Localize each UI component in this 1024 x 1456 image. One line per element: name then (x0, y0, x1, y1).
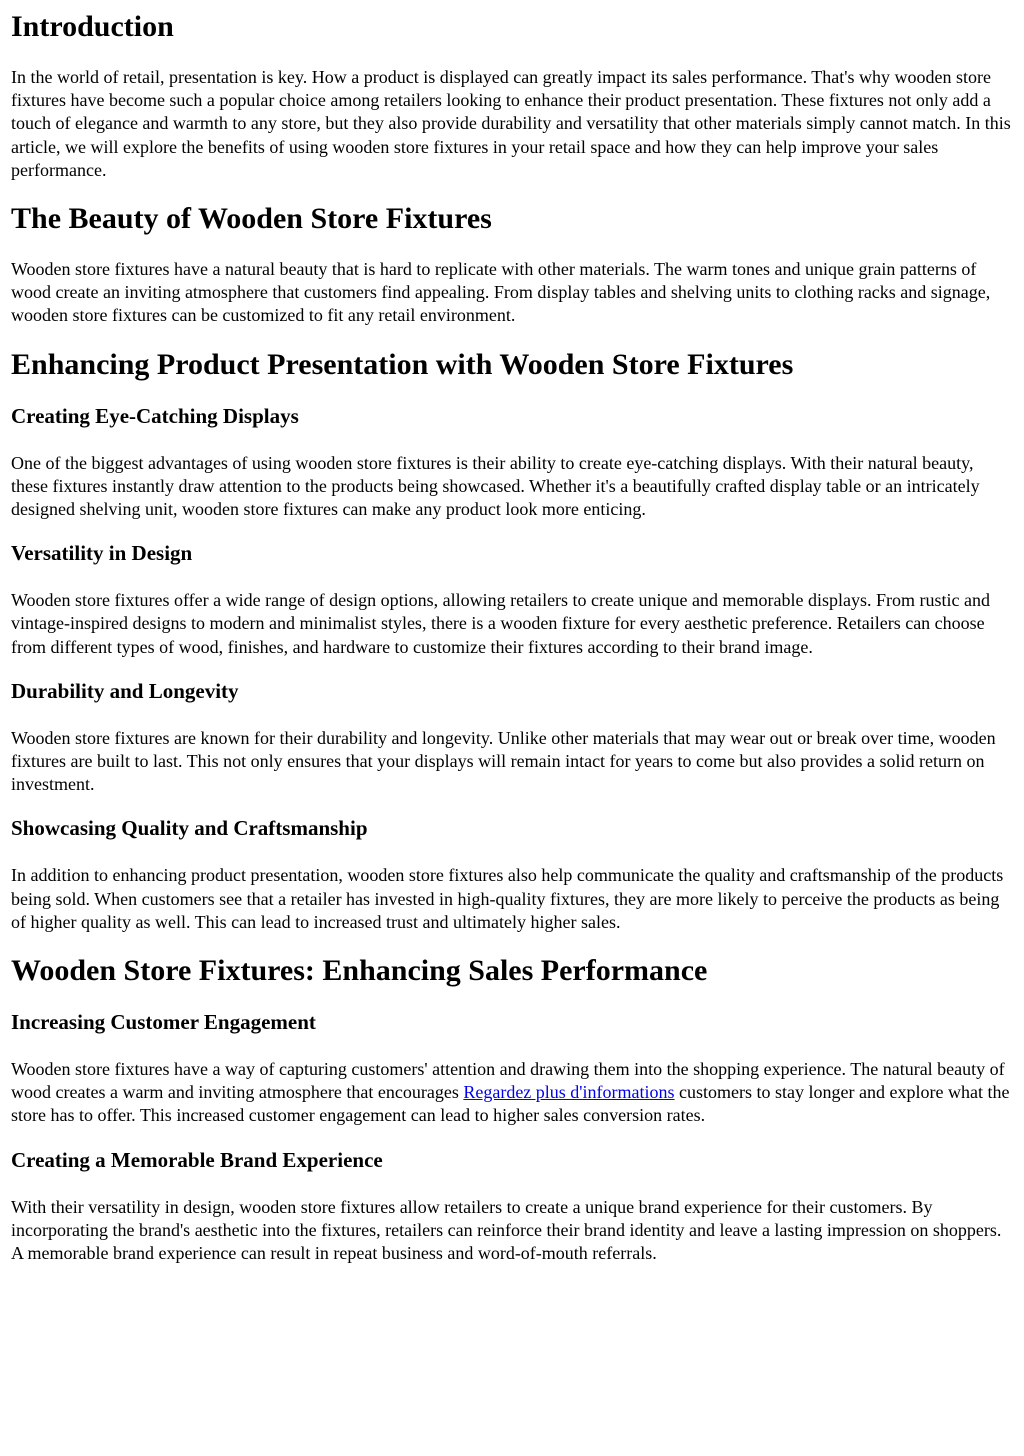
enhancing-heading: Enhancing Product Presentation with Wooden Store Fixtures (11, 347, 794, 381)
engagement-text-after: customers to stay longer and explore what the store has to offer. This increased customer engagement can lead to higher sales conversion rates. (11, 1082, 1010, 1126)
versatility-heading: Versatility in Design (11, 541, 193, 566)
versatility-paragraph: Wooden store fixtures offer a wide range of design options, allowing retailers to create unique and memorable displays. From rustic and vintage-inspired designs to modern and minimalist styles, there is a wooden fixture for every aesthetic preference. Retailers can choose from different types of wood, finishes, and hardware to customize their fixtures according to their brand image. (11, 590, 990, 657)
eye-catching-paragraph: One of the biggest advantages of using wooden store fixtures is their ability to create eye-catching displays. With their natural beauty, these fixtures instantly draw attention to the products being showcased. Whether it's a beautifully crafted display table or an intricately designed shelving unit, wooden store fixtures can make any product look more enticing. (11, 452, 980, 520)
quality-heading: Showcasing Quality and Craftsmanship (11, 816, 368, 841)
more-info-link[interactable]: Regardez plus d'informations (463, 1082, 675, 1103)
eye-catching-heading: Creating Eye-Catching Displays (11, 403, 299, 428)
intro-heading: Introduction (11, 10, 174, 43)
brand-heading: Creating a Memorable Brand Experience (11, 1147, 383, 1172)
engagement-text-before: Wooden store fixtures have a way of capturing customers' attention and drawing them into the shopping experience. The natural beauty of wood creates a warm and inviting atmosphere that encourages (11, 1059, 1005, 1103)
article (0, 10, 1024, 1265)
beauty-paragraph: Wooden store fixtures have a natural beauty that is hard to replicate with other materials. The warm tones and unique grain patterns of wood create an inviting atmosphere that customers find appealing. From display tables and shelving units to clothing racks and signage, wooden store fixtures can be customized to fit any retail environment. (11, 259, 991, 326)
quality-paragraph: In addition to enhancing product presentation, wooden store fixtures also help communicate the quality and craftsmanship of the products being sold. When customers see that a retailer has invested in high-quality fixtures, they are more likely to perceive the products as being of higher quality as well. This can lead to increased trust and ultimately higher sales. (11, 865, 1004, 932)
durability-paragraph: Wooden store fixtures are known for their durability and longevity. Unlike other materials that may wear out or break over time, wooden fixtures are built to last. This not only ensures that your displays will remain intact for years to come but also provides a solid return on investment. (11, 727, 996, 795)
durability-heading: Durability and Longevity (11, 678, 239, 703)
sales-heading: Wooden Store Fixtures: Enhancing Sales Performance (11, 954, 708, 988)
brand-paragraph: With their versatility in design, wooden store fixtures allow retailers to create a unique brand experience for their customers. By incorporating the brand's aesthetic into the fixtures, retailers can reinforce their brand identity and leave a lasting impression on shoppers. A memorable brand experience can result in repeat business and word-of-mouth referrals. (11, 1196, 1002, 1264)
engagement-paragraph (11, 1058, 1014, 1128)
engagement-heading: Increasing Customer Engagement (11, 1010, 316, 1035)
intro-paragraph: In the world of retail, presentation is key. How a product is displayed can greatly impact its sales performance. That's why wooden store fixtures have become such a popular choice among retailers looking to enhance their product presentation. These fixtures not only add a touch of elegance and warmth to any store, but they also provide durability and versatility that other materials simply cannot match. In this article, we will explore the benefits of using wooden store fixtures in your retail space and how they can help improve your sales performance. (11, 67, 1011, 180)
beauty-heading: The Beauty of Wooden Store Fixtures (11, 202, 492, 236)
